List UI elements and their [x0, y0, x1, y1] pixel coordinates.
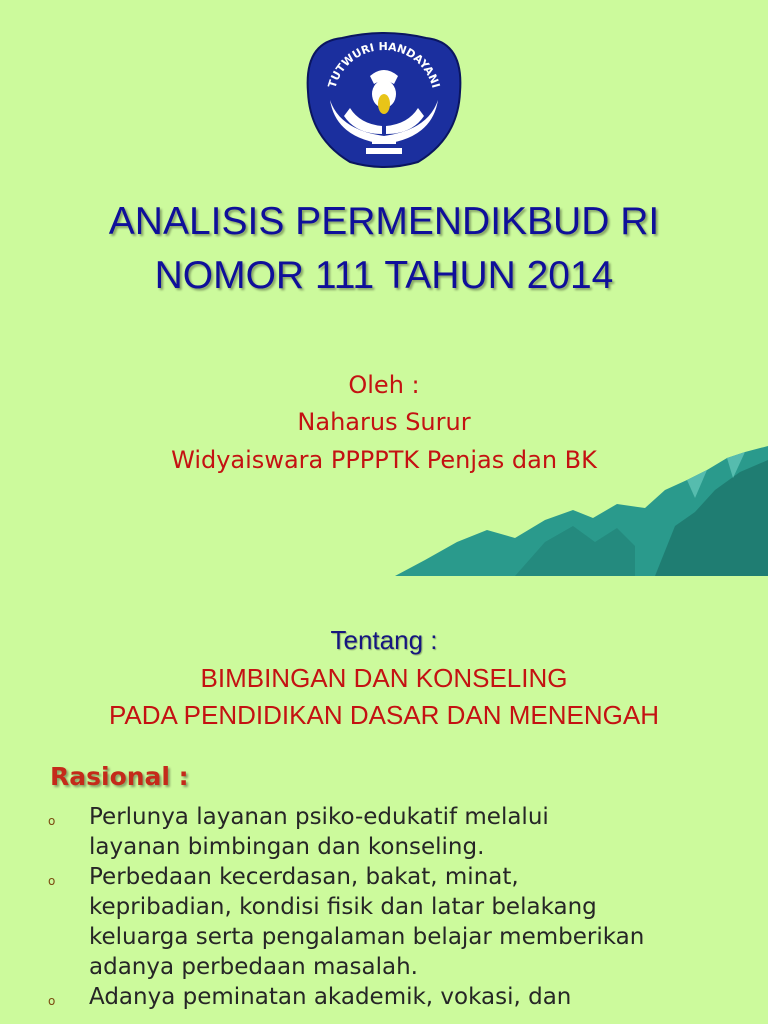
- rasional-item-line: layanan bimbingan dan konseling.: [89, 834, 485, 860]
- author-by-label: Oleh :: [348, 371, 420, 399]
- topic-line-1: BIMBINGAN DAN KONSELING: [200, 663, 568, 693]
- bullet-circle-icon: o: [48, 994, 56, 1008]
- topic-label: Tentang :: [330, 625, 438, 655]
- rasional-list: [45, 802, 765, 1012]
- slide-title-line-2: NOMOR 111 TAHUN 2014: [154, 254, 614, 297]
- bullet-circle-icon: o: [48, 814, 56, 828]
- rasional-item-line: kepribadian, kondisi fisik dan latar belakang: [89, 894, 597, 920]
- author-role: Widyaiswara PPPPTK Penjas dan BK: [171, 446, 597, 474]
- tutwuri-handayani-logo: [300, 30, 468, 170]
- rasional-item: [45, 802, 765, 862]
- svg-text:TUTWURI HANDAYANI: TUTWURI HANDAYANI: [325, 39, 443, 90]
- rasional-heading: Rasional :: [50, 762, 189, 791]
- rasional-item-line: Adanya peminatan akademik, vokasi, dan: [89, 984, 572, 1010]
- rasional-item-line: keluarga serta pengalaman belajar memberikan: [89, 924, 645, 950]
- rasional-item-line: Perbedaan kecerdasan, bakat, minat,: [89, 864, 519, 890]
- rasional-item-line: Perlunya layanan psiko-edukatif melalui: [89, 804, 549, 830]
- rasional-item: [45, 862, 765, 982]
- slide-title-line-1: ANALISIS PERMENDIKBUD RI: [108, 200, 660, 243]
- topic-line-2: PADA PENDIDIKAN DASAR DAN MENENGAH: [109, 700, 659, 730]
- rasional-item: [45, 982, 765, 1012]
- bullet-circle-icon: o: [48, 874, 56, 888]
- author-name: Naharus Surur: [297, 408, 471, 436]
- rasional-item-line: adanya perbedaan masalah.: [89, 954, 418, 980]
